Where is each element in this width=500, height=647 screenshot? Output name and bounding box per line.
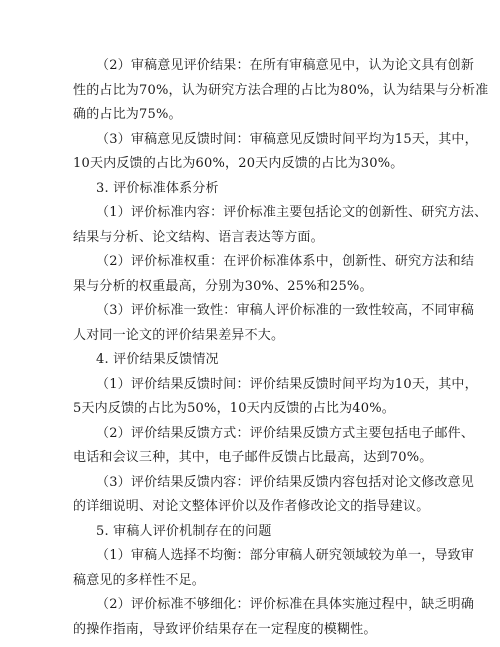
paragraph-line: （3）评价标准一致性：审稿人评价标准的一致性较高，不同审稿	[96, 303, 475, 318]
paragraph-line: （3）审稿意见反馈时间：审稿意见反馈时间平均为15天，其中，	[96, 132, 478, 147]
paragraph-line: 性的占比为70%，认为研究方法合理的占比为80%，认为结果与分析准	[73, 83, 489, 98]
paragraph-line: 10天内反馈的占比为60%，20天内反馈的占比为30%。	[73, 156, 404, 171]
paragraph-line: 电话和会议三种，其中，电子邮件反馈占比最高，达到70%。	[73, 450, 433, 465]
paragraph-line: 的操作指南，导致评价结果存在一定程度的模糊性。	[73, 622, 377, 637]
paragraph-line: （2）评价标准不够细化：评价标准在具体实施过程中，缺乏明确	[96, 597, 475, 612]
paragraph-line: 5天内反馈的占比为50%，10天内反馈的占比为40%。	[73, 401, 396, 416]
paragraph-line: 确的占比为75%。	[73, 107, 182, 122]
paragraph-line: （3）评价结果反馈内容：评价结果反馈内容包括对论文修改意见	[96, 475, 475, 490]
paragraph-line: （1）评价结果反馈时间：评价结果反馈时间平均为10天，其中，	[96, 377, 478, 392]
paragraph-line: 果与分析的权重最高，分别为30%、25%和25%。	[73, 279, 373, 294]
paragraph-line: 结果与分析、论文结构、语言表达等方面。	[73, 230, 324, 245]
paragraph-line: （2）评价结果反馈方式：评价结果反馈方式主要包括电子邮件、	[96, 426, 475, 441]
paragraph-line: （1）审稿人选择不均衡：部分审稿人研究领域较为单一，导致审	[96, 548, 475, 563]
section-heading: 5. 审稿人评价机制存在的问题	[96, 524, 272, 539]
paragraph-line: （1）评价标准内容：评价标准主要包括论文的创新性、研究方法、	[96, 205, 488, 220]
section-heading: 3. 评价标准体系分析	[96, 181, 219, 196]
paragraph-line: 的详细说明、对论文整体评价以及作者修改论文的指导建议。	[73, 499, 430, 514]
paragraph-line: 人对同一论文的评价结果差异不大。	[73, 328, 285, 343]
paragraph-line: （2）审稿意见评价结果：在所有审稿意见中，认为论文具有创新	[96, 58, 475, 73]
paragraph-line: 稿意见的多样性不足。	[73, 573, 206, 588]
section-heading: 4. 评价结果反馈情况	[96, 352, 219, 367]
paragraph-line: （2）评价标准权重：在评价标准体系中，创新性、研究方法和结	[96, 254, 475, 269]
